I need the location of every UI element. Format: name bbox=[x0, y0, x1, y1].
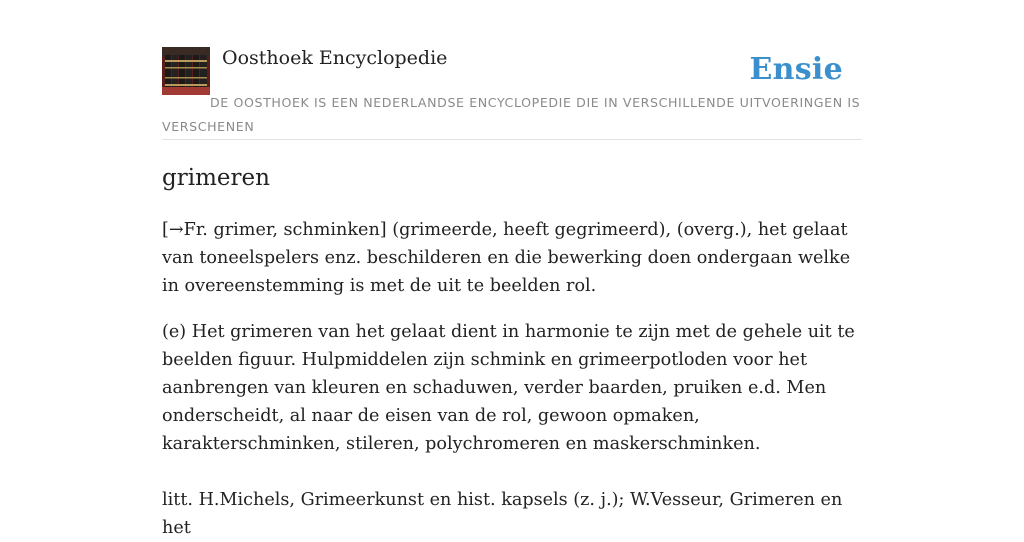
entry-literature: litt. H.Michels, Grimeerkunst en hist. kapsels (z. j.); W.Vesseur, Grimeren en het bbox=[162, 490, 843, 538]
brand-logo[interactable]: Ensie bbox=[749, 52, 843, 87]
entry-paragraph: (e) Het grimeren van het gelaat dient in harmonie te zijn met de gehele uit te beelden figuur. Hulpmiddelen zijn schmink en grimeerpotloden voor het aanbrengen van kleuren en schaduwen, verder baarden, pruiken e.d. Men onderscheidt, al naar de eisen van de rol, gewoon opmaken, karakterschminken, stileren, polychromeren en maskerschminken. bbox=[162, 322, 855, 454]
avatar[interactable] bbox=[162, 47, 210, 95]
site-title[interactable]: Oosthoek Encyclopedie bbox=[222, 47, 448, 69]
entry-content bbox=[162, 158, 862, 542]
site-header bbox=[162, 46, 862, 140]
entry-paragraph: [→Fr. grimer, schminken] (grimeerde, heeft gegrimeerd), (overg.), het gelaat van toneelspelers enz. beschilderen en die bewerking doen ondergaan welke in overeenstemming is met de uit te beelden rol. bbox=[162, 220, 851, 296]
entry-title: grimeren bbox=[162, 165, 270, 191]
encyclopedia-books-icon bbox=[162, 47, 210, 95]
site-tagline: DE OOSTHOEK IS EEN NEDERLANDSE ENCYCLOPEDIE DIE IN VERSCHILLENDE UITVOERINGEN IS VERSCHENEN bbox=[162, 95, 861, 134]
